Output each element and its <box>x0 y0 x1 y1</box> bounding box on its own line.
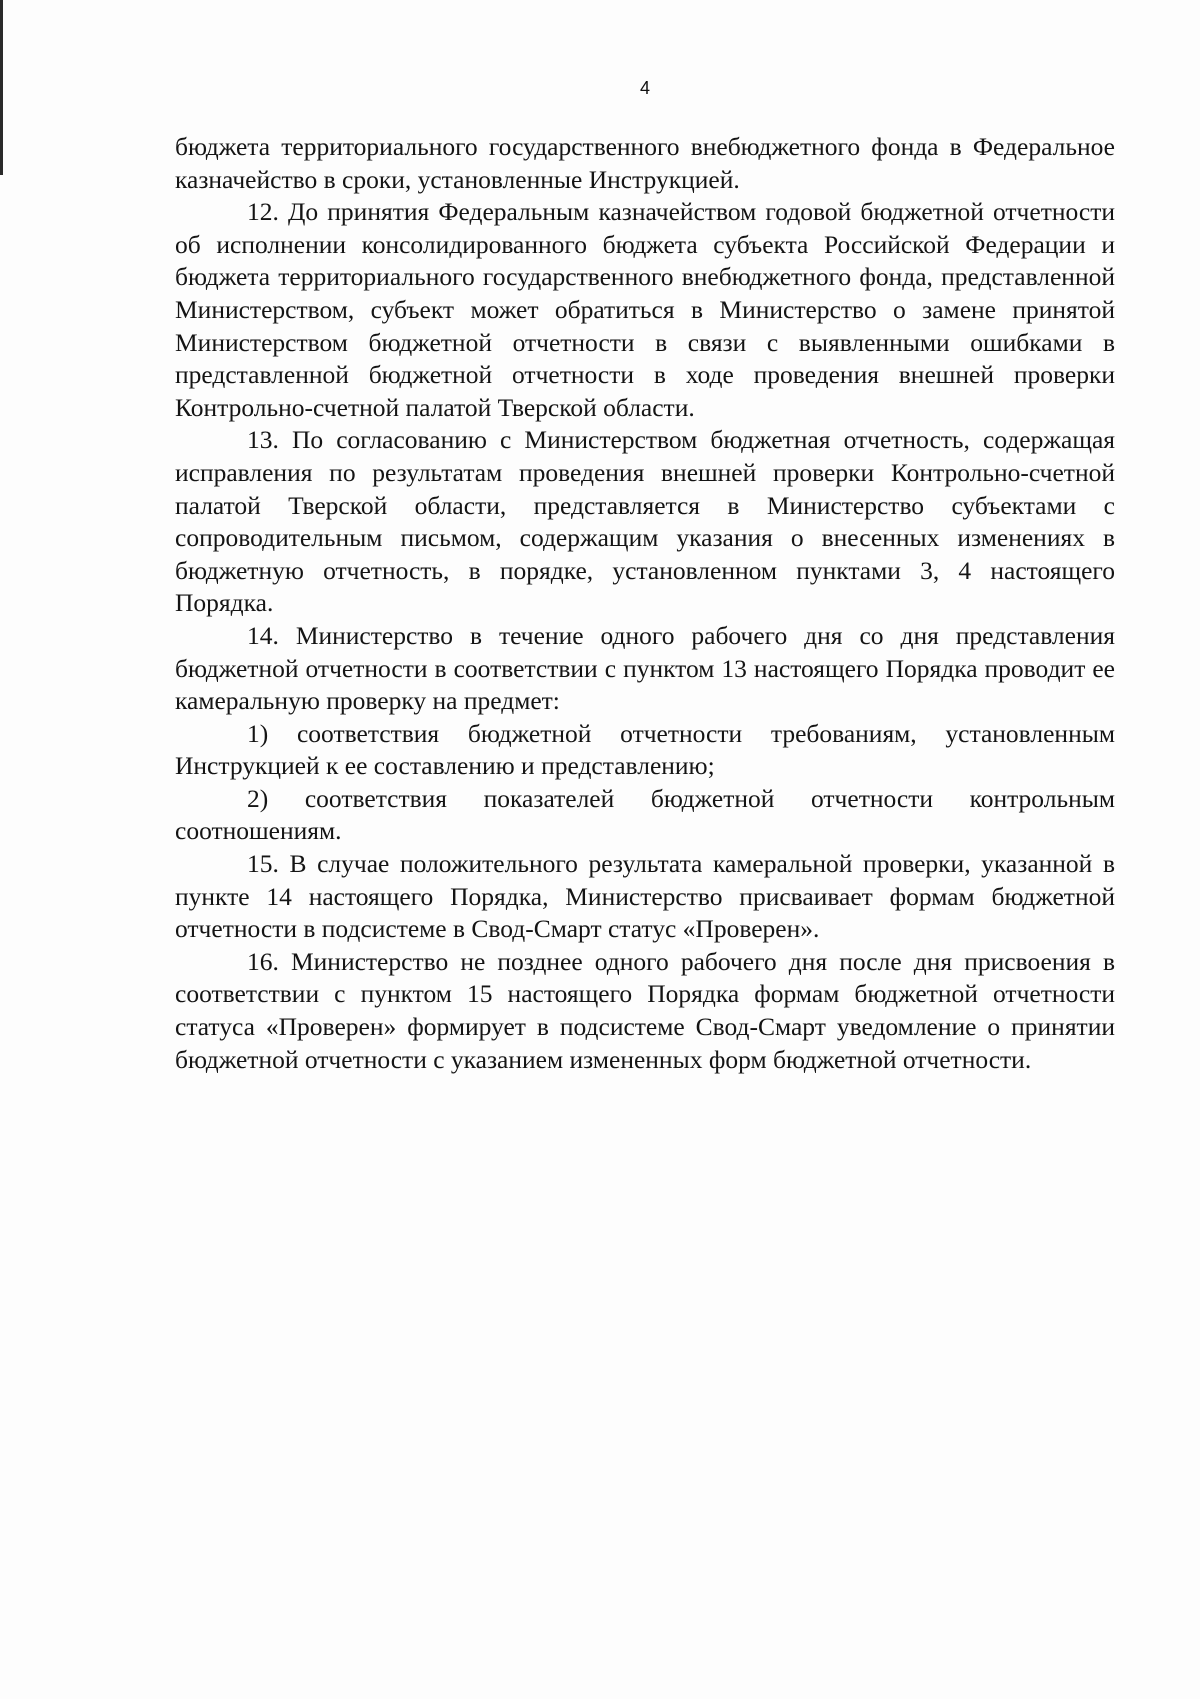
page-number: 4 <box>639 78 650 98</box>
paragraph-subitem-1: 1) соответствия бюджетной отчетности требованиям, установленным Инструкцией к ее составлению и представлению; <box>175 718 1115 781</box>
paragraph-continuation: бюджета территориального государственного внебюджетного фонда в Федеральное казначейство в сроки, установленные Инструкцией. <box>175 132 1115 194</box>
document-body <box>175 131 1115 1076</box>
paragraph-item-14: 14. Министерство в течение одного рабочего дня со дня представления бюджетной отчетности в соответствии с пунктом 13 настоящего Порядка проводит ее камеральную проверку на предмет: <box>175 620 1115 716</box>
paragraph-item-13: 13. По согласованию с Министерством бюджетная отчетность, содержащая исправления по результатам проведения внешней проверки Контрольно-счетной палатой Тверской области, представляется в Министерство субъектами с сопроводительным письмом, содержащим указания о внесенных изменениях в бюджетную отчетность, в порядке, установленном пунктами 3, 4 настоящего Порядка. <box>175 425 1115 618</box>
paragraph-item-15: 15. В случае положительного результата камеральной проверки, указанной в пункте 14 настоящего Порядка, Министерство присваивает формам бюджетной отчетности в подсистеме в Свод-Смарт статус «Проверен». <box>175 849 1115 944</box>
paragraph-item-12: 12. До принятия Федеральным казначейством годовой бюджетной отчетности об исполнении консолидированного бюджета субъекта Российской Федерации и бюджета территориального государственного внебюджетного фонда, представленной Министерством, субъект может обратиться в Министерство о замене принятой Министерством бюджетной отчетности в связи с выявленными ошибками в представленной бюджетной отчетности в ходе проведения внешней проверки Контрольно-счетной палатой Тверской области. <box>175 197 1115 422</box>
paragraph-item-16: 16. Министерство не позднее одного рабочего дня после дня присвоения в соответствии с пунктом 15 настоящего Порядка формам бюджетной отчетности статуса «Проверен» формирует в подсистеме Свод-Смарт уведомление о принятии бюджетной отчетности с указанием измененных форм бюджетной отчетности. <box>175 946 1115 1074</box>
paragraph-subitem-2: 2) соответствия показателей бюджетной отчетности контрольным соотношениям. <box>175 783 1115 846</box>
